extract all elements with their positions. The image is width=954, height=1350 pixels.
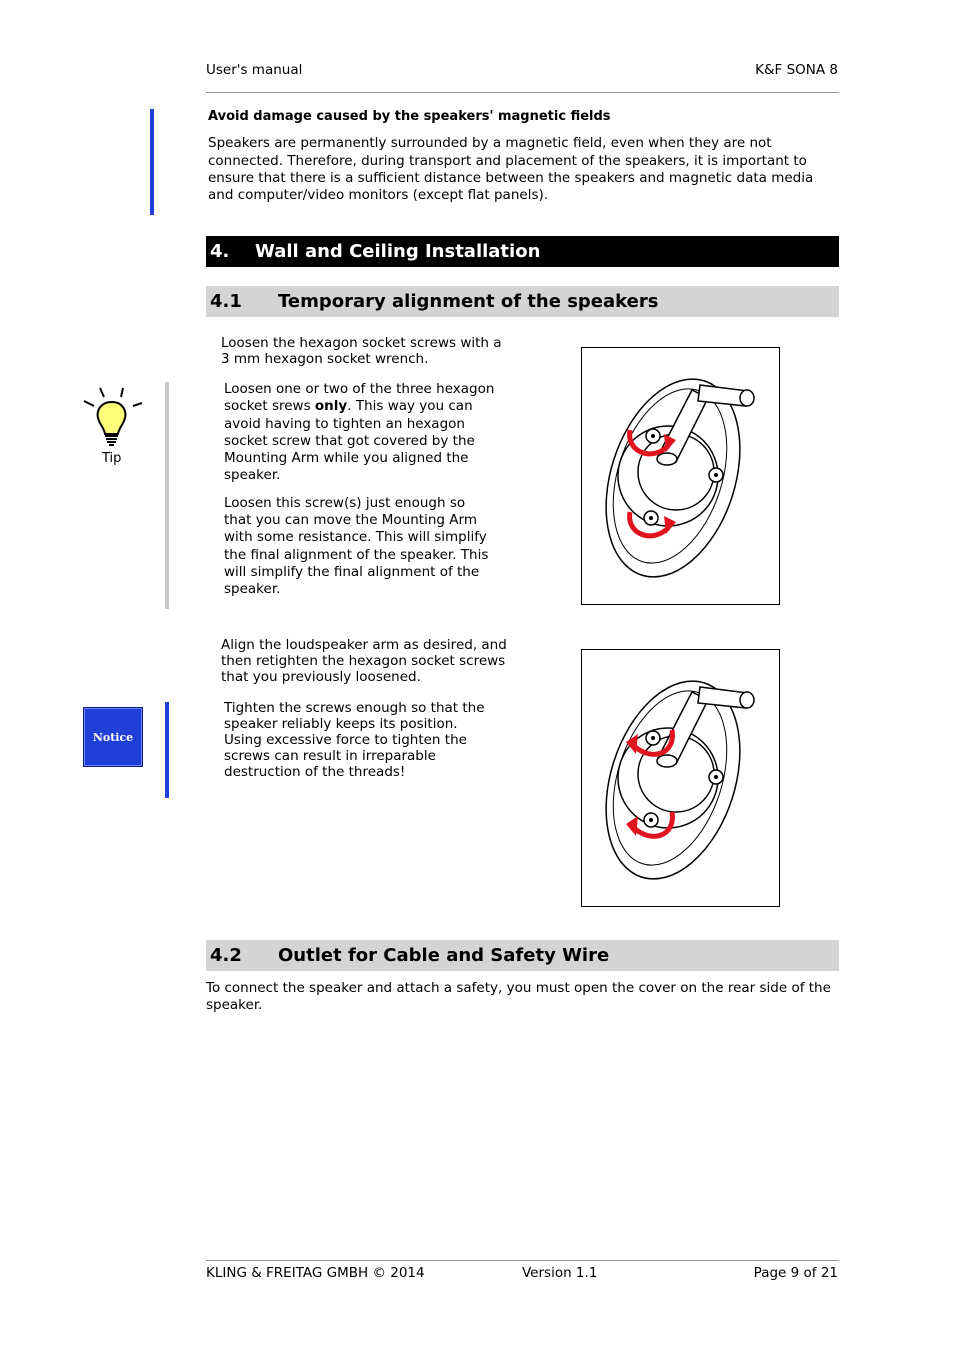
footer-left: KLING & FREITAG GMBH © 2014 <box>206 1265 425 1281</box>
section-number: 4.2 <box>210 945 242 966</box>
header-left: User's manual <box>206 62 303 78</box>
notice-icon: Notice <box>83 707 143 767</box>
header-rule <box>206 92 839 93</box>
section-title: Temporary alignment of the speakers <box>278 291 659 312</box>
notice-text: Tighten the screws enough so that the speaker reliably keeps its position. Using excessive force to tighten the screws can result in irreparable destruction of the threads! <box>224 700 485 780</box>
warning-block <box>208 108 840 204</box>
warning-bar <box>150 109 154 215</box>
step-2: Align the loudspeaker arm as desired, and then retighten the hexagon socket screws that you previously loosened. <box>221 637 507 685</box>
section-number: 4.1 <box>210 291 242 312</box>
figure-retighten-screws <box>581 649 780 907</box>
tip-block <box>224 381 496 599</box>
footer-rule <box>206 1260 839 1261</box>
tip-text-bold: only <box>314 398 348 415</box>
section-4-2-heading <box>206 940 839 971</box>
notice-bar <box>165 702 169 798</box>
step-1: Loosen the hexagon socket screws with a 3 mm hexagon socket wrench. <box>221 335 502 367</box>
section-number: 4. <box>210 241 230 262</box>
figure-loosen-screws <box>581 347 780 605</box>
section-4-1-heading <box>206 286 839 317</box>
footer-right: Page 9 of 21 <box>753 1265 838 1281</box>
tip-paragraph-2: Loosen this screw(s) just enough so that you can move the Mounting Arm with some resistance. This will simplify the final alignment of the speaker. This will simplify the final alignment of the speaker. <box>224 494 489 598</box>
tip-text: . This way you can avoid having to tighten an hexagon socket screw that got covered by the Mounting Arm while you aligned the speaker. <box>224 398 475 484</box>
tip-label: Tip <box>102 451 122 466</box>
section-title: Wall and Ceiling Installation <box>255 241 541 262</box>
tip-bar <box>165 382 169 609</box>
section-4-2-text: To connect the speaker and attach a safety, you must open the cover on the rear side of the speaker. <box>206 980 831 1014</box>
section-4-2-body <box>206 980 840 1015</box>
warning-title: Avoid damage caused by the speakers' magnetic fields <box>208 109 611 124</box>
lightbulb-icon <box>80 384 146 448</box>
section-title: Outlet for Cable and Safety Wire <box>278 945 610 966</box>
section-4-heading <box>206 236 839 267</box>
tip-text: Loosen one or two of the three hexagon socket srews <box>224 381 495 415</box>
header-right: K&F SONA 8 <box>755 62 838 78</box>
tip-paragraph-1 <box>224 381 496 485</box>
footer-center: Version 1.1 <box>522 1265 598 1281</box>
warning-body: Speakers are permanently surrounded by a magnetic field, even when they are not connected. Therefore, during transport and placement of the speakers, it is important to ensure that there is a sufficient distance between the speakers and magnetic data media and computer/video monitors (except flat panels). <box>208 135 814 204</box>
